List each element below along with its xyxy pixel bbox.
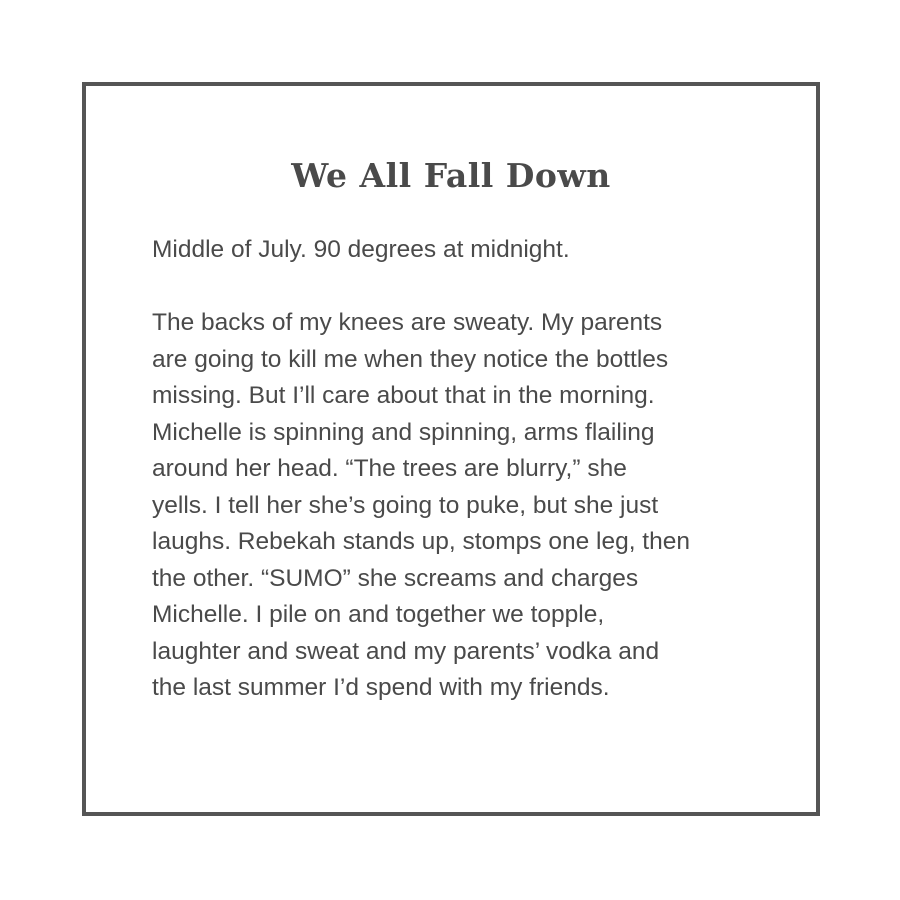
paragraph-line: laughter and sweat and my parents’ vodka and	[152, 637, 660, 665]
paragraph-line: Michelle. I pile on and together we topple,	[152, 601, 605, 628]
story-title: We All Fall Down	[291, 156, 611, 195]
paragraph-line: yells. I tell her she’s going to puke, but she just	[152, 491, 659, 519]
paragraph-line: the other. “SUMO” she screams and charges	[152, 564, 639, 592]
story-body	[152, 232, 772, 707]
paragraph-gap	[152, 269, 772, 306]
paragraph-line: laughs. Rebekah stands up, stomps one leg, then	[152, 528, 690, 555]
story-frame	[82, 82, 820, 816]
paragraph-line: missing. But I’ll care about that in the morning.	[152, 382, 655, 409]
paragraph-line: The backs of my knees are sweaty. My parents	[152, 309, 663, 336]
paragraph-line: Michelle is spinning and spinning, arms flailing	[152, 418, 655, 446]
paragraph-line: the last summer I’d spend with my friends.	[152, 674, 610, 701]
story-paragraph	[152, 305, 772, 707]
paragraph-line: are going to kill me when they notice the bottles	[152, 345, 669, 373]
paragraph-line: around her head. “The trees are blurry,” she	[152, 455, 627, 482]
intro-line: Middle of July. 90 degrees at midnight.	[152, 236, 570, 263]
